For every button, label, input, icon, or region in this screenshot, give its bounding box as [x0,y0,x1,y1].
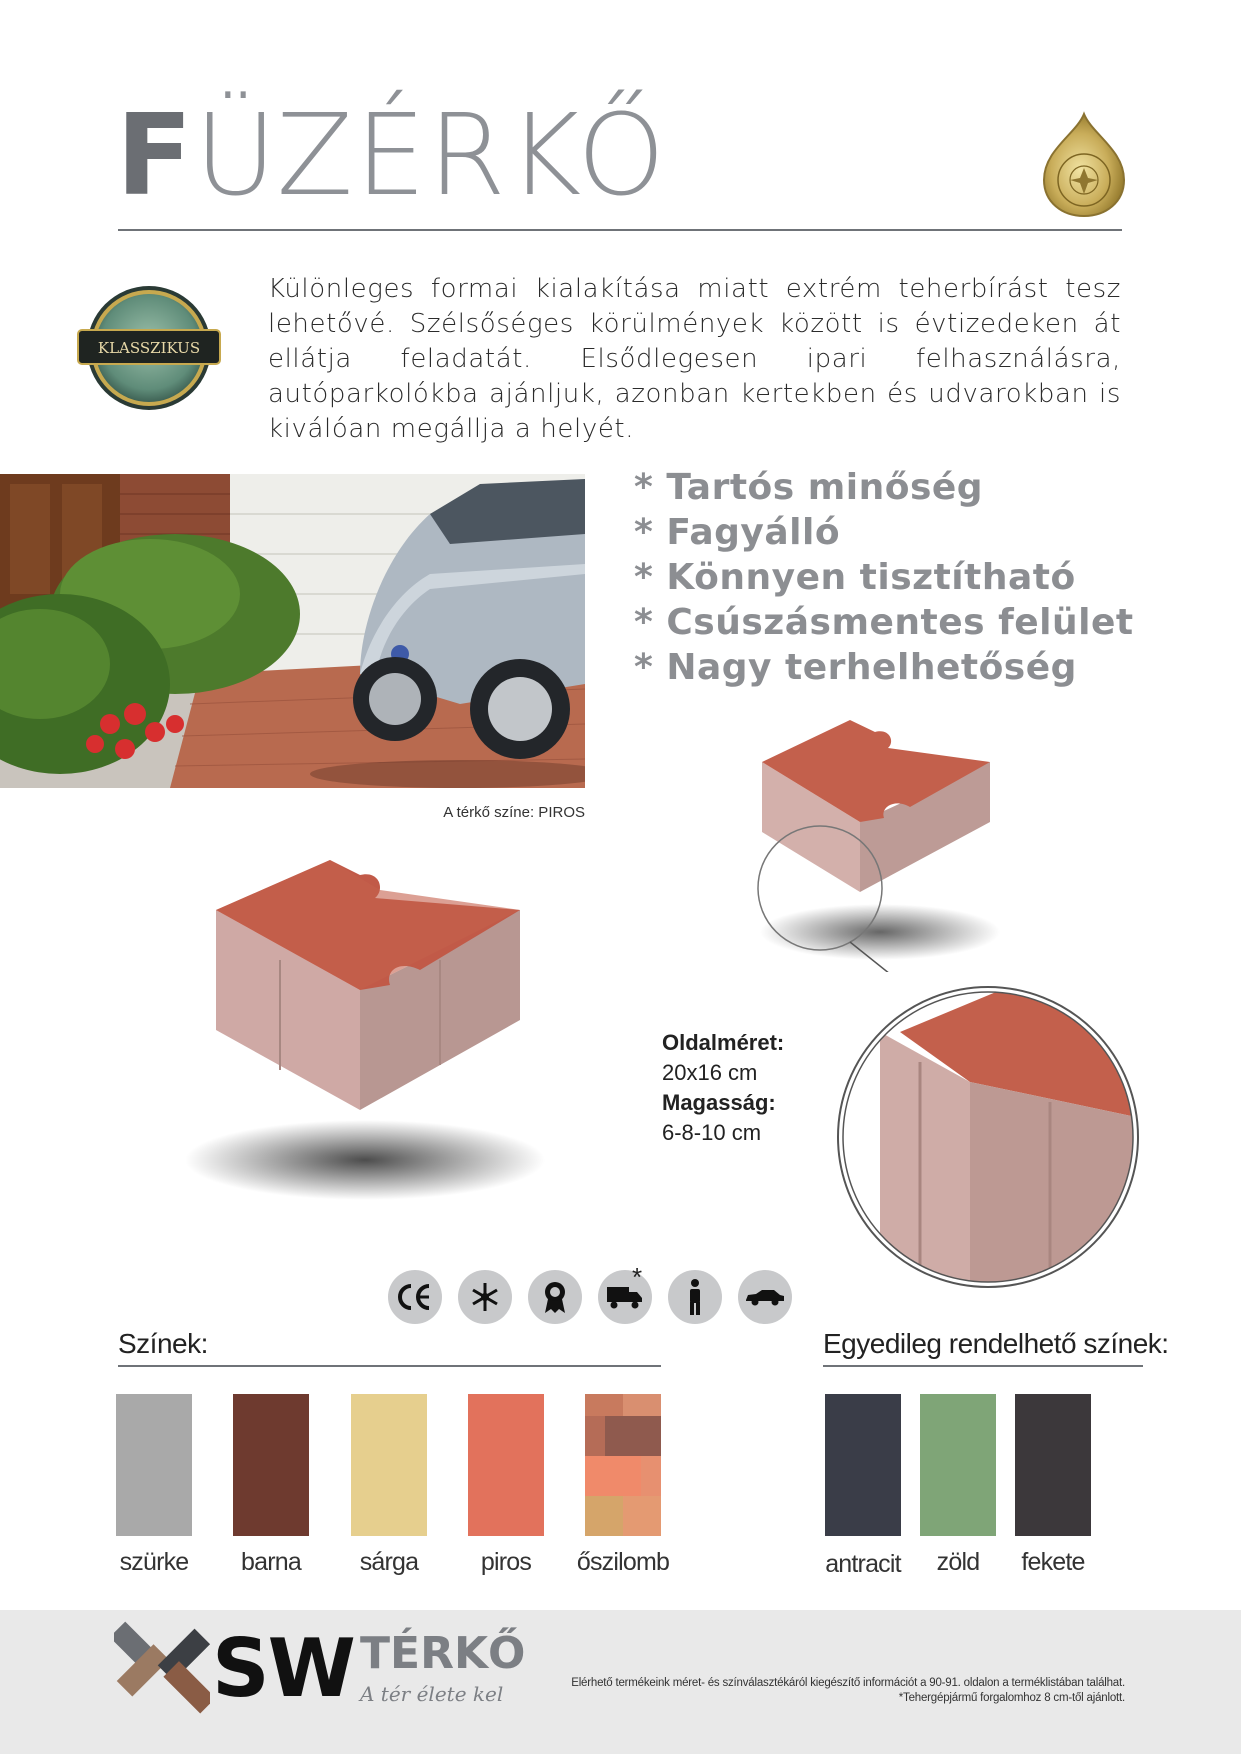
colors-divider [118,1365,661,1367]
colors-heading: Színek: [118,1328,208,1359]
color-swatch-zold [920,1394,996,1536]
color-label: szürke [119,1548,189,1576]
quality-medal-icon [1036,110,1132,220]
color-label: barna [241,1548,301,1576]
dimensions-block [662,1028,784,1148]
custom-colors-heading: Egyedileg rendelhető színek: [823,1328,1169,1359]
color-label: sárga [359,1548,419,1576]
color-swatch-antracit [825,1394,901,1536]
color-label: piros [480,1548,532,1576]
custom-colors-divider [823,1365,1143,1367]
custom-color-label: zöld [936,1548,980,1576]
footer-note-line2: *Tehergépjármű forgalomhoz 8 cm-től ajánlott. [898,1692,1125,1704]
feature-item: * Könnyen tisztítható [634,557,1076,598]
footer-note [571,1676,1125,1706]
color-swatch-piros [468,1394,544,1536]
feature-item: * Csúszásmentes felület [634,602,1134,643]
brand-slogan: A tér élete kel [360,1682,504,1706]
title-rest: ÜZÉRKŐ [194,91,668,221]
feature-item: * Fagyálló [634,512,841,553]
ce-mark-icon [388,1270,442,1324]
quality-award-icon [528,1270,582,1324]
side-size-value: 20x16 cm [662,1060,758,1085]
title-first-letter: F [116,91,195,221]
color-swatch-barna [233,1394,309,1536]
page-title [116,91,668,221]
color-label: őszilomb [576,1548,670,1576]
photo-caption: A térkő színe: PIROS [443,804,585,821]
paver-block-large [180,850,550,1210]
paver-block-small [750,712,1010,972]
features-list [634,465,1134,690]
side-size-label: Oldalméret: [662,1030,785,1055]
car-icon [738,1270,792,1324]
brand-terko: TÉRKŐ [360,1628,526,1679]
color-swatch-oszilomb [585,1394,661,1536]
feature-item: * Nagy terhelhetőség [634,647,1077,688]
color-swatch-fekete [1015,1394,1091,1536]
driveway-photo [0,474,585,788]
footer-note-line1: Elérhető termékeink méret- és színválasztékáról kiegészítő információt a 90-91. oldalon a terméklistában találhat. [571,1677,1125,1689]
truck-icon [598,1270,652,1324]
paver-closeup-zoom [820,972,1160,1302]
pedestrian-icon [668,1270,722,1324]
height-label: Magasság: [662,1090,776,1115]
custom-color-label: antracit [825,1550,901,1578]
color-swatch-sarga [351,1394,427,1536]
seal-label: KLASSZIKUS [97,339,201,357]
truck-footnote-star: * [632,1262,643,1292]
color-swatch-szurke [116,1394,192,1536]
brand-sw: SW [212,1622,354,1715]
frost-icon [458,1270,512,1324]
height-value: 6-8-10 cm [662,1120,762,1145]
sw-terko-logo-icon [114,1604,210,1724]
intro-text: Különleges formai kialakítása miatt extrém teherbírást tesz lehetővé. Szélsőséges körülmények között is évtizedeken át ellátja feladatát. Elsődlegesen ipari felhasználásra, autóparkolókba ajánljuk, azonban kertekben és udvarokban is kiválóan megállja a helyét. [268,274,1121,444]
klasszikus-seal-icon [74,276,224,416]
title-divider [118,229,1122,231]
feature-item: * Tartós minőség [634,467,984,508]
custom-color-label: fekete [1021,1548,1085,1576]
